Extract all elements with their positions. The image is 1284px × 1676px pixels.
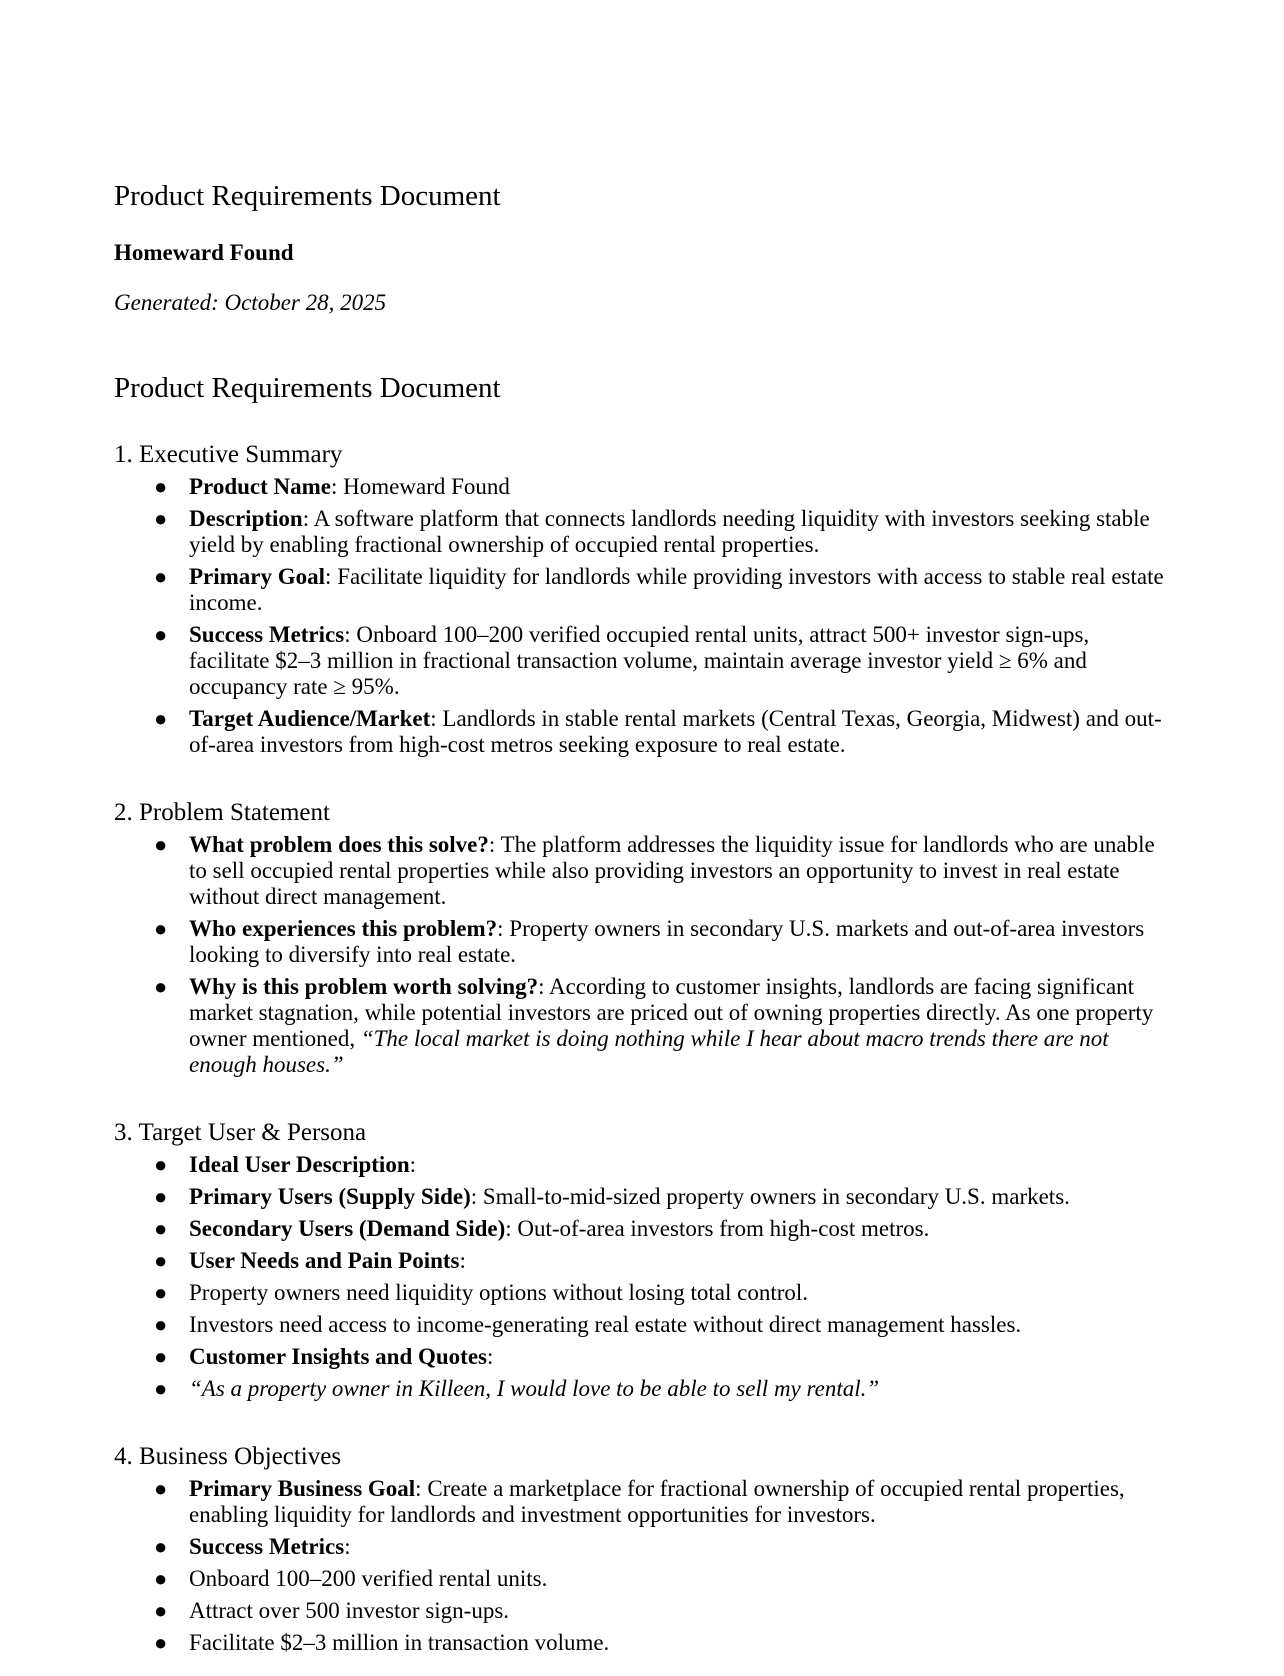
item-text: Out-of-area investors from high-cost metros.	[517, 1216, 930, 1241]
list-item	[114, 916, 1174, 968]
section	[114, 1118, 1174, 1402]
list-item	[114, 564, 1174, 616]
bullet-icon: ●	[154, 564, 168, 589]
document-title: Product Requirements Document	[114, 180, 501, 212]
bullet-icon: ●	[154, 1280, 168, 1305]
item-label: User Needs and Pain Points	[189, 1248, 460, 1273]
item-label: Product Name	[189, 474, 332, 499]
item-separator: :	[538, 974, 549, 999]
list-item	[114, 1534, 1174, 1560]
bullet-icon: ●	[154, 1598, 168, 1623]
item-label: Ideal User Description	[189, 1152, 410, 1177]
list-item	[114, 1312, 1174, 1338]
item-text: Create a marketplace for fractional ownership of occupied rental properties, enabling liquidity for landlords and investment opportunities for investors.	[189, 1476, 1125, 1527]
list-item	[114, 506, 1174, 558]
bullet-icon: ●	[154, 1216, 168, 1241]
item-separator: :	[344, 622, 357, 647]
section	[114, 798, 1174, 1078]
section	[114, 440, 1174, 758]
document-page	[114, 178, 1174, 1662]
section	[114, 1442, 1174, 1656]
bullet-icon: ●	[154, 1476, 168, 1501]
item-separator: :	[430, 706, 443, 731]
list-item	[114, 1476, 1174, 1528]
bullet-icon: ●	[154, 1184, 168, 1209]
section-heading: 1. Executive Summary	[114, 441, 343, 468]
bullet-icon: ●	[154, 1248, 168, 1273]
list-item	[114, 1566, 1174, 1592]
item-separator: :	[325, 564, 338, 589]
item-separator: :	[497, 916, 510, 941]
bullet-icon: ●	[154, 474, 168, 499]
list-item	[114, 1216, 1174, 1242]
item-label: Who experiences this problem?	[189, 916, 498, 941]
bullet-icon: ●	[154, 706, 168, 731]
item-text: The platform addresses the liquidity issue for landlords who are unable to sell occupied rental properties while also providing investors an opportunity to invest in real estate without direct management.	[189, 832, 1155, 909]
section-heading: 2. Problem Statement	[114, 799, 330, 826]
bullet-icon: ●	[154, 622, 168, 647]
item-quote: “As a property owner in Killeen, I would love to be able to sell my rental.”	[189, 1376, 880, 1401]
item-text: Property owners in secondary U.S. markets and out-of-area investors looking to diversify into real estate.	[189, 916, 1145, 967]
list-item	[114, 1248, 1174, 1274]
item-separator: :	[470, 1184, 483, 1209]
item-separator: :	[409, 1152, 417, 1177]
item-label: Target Audience/Market	[189, 706, 431, 731]
list-item	[114, 1376, 1174, 1402]
item-separator: :	[505, 1216, 518, 1241]
item-text: Facilitate liquidity for landlords while providing investors with access to stable real estate income.	[189, 564, 1164, 615]
item-separator: :	[487, 1344, 494, 1369]
item-separator: :	[415, 1476, 428, 1501]
list-item	[114, 1280, 1174, 1306]
section-heading: 4. Business Objectives	[114, 1443, 342, 1470]
bullet-icon: ●	[154, 974, 168, 999]
item-text: According to customer insights, landlords are facing significant market stagnation, while potential investors are priced out of owning properties directly. As one property owner mentioned,	[189, 974, 1154, 1051]
item-label: Primary Users (Supply Side)	[189, 1184, 471, 1209]
item-label: Secondary Users (Demand Side)	[189, 1216, 506, 1241]
bullet-icon: ●	[154, 506, 168, 531]
section-heading: 3. Target User & Persona	[114, 1119, 367, 1146]
item-label: Primary Goal	[189, 564, 326, 589]
list-item	[114, 832, 1174, 910]
bullet-icon: ●	[154, 916, 168, 941]
bullet-list	[114, 832, 1174, 1078]
item-text: Homeward Found	[343, 474, 510, 499]
item-label: What problem does this solve?	[189, 832, 489, 857]
item-text: Onboard 100–200 verified rental units.	[189, 1566, 548, 1591]
item-separator: :	[331, 474, 344, 499]
item-text: Landlords in stable rental markets (Central Texas, Georgia, Midwest) and out-of-area investors from high-cost metros seeking exposure to real estate.	[189, 706, 1162, 757]
bullet-icon: ●	[154, 1566, 168, 1591]
item-label: Description	[189, 506, 303, 531]
item-text: A software platform that connects landlords needing liquidity with investors seeking stable yield by enabling fractional ownership of occupied rental properties.	[189, 506, 1150, 557]
sections-container	[114, 440, 1174, 1656]
list-item	[114, 974, 1174, 1078]
list-item	[114, 622, 1174, 700]
document-title-secondary: Product Requirements Document	[114, 372, 501, 404]
item-separator: :	[488, 832, 501, 857]
item-text: Onboard 100–200 verified occupied rental units, attract 500+ investor sign-ups, facilitate $2–3 million in fractional transaction volume, maintain average investor yield ≥ 6% and occupancy rate ≥ 95%.	[189, 622, 1090, 699]
list-item	[114, 706, 1174, 758]
item-label: Why is this problem worth solving?	[189, 974, 539, 999]
bullet-icon: ●	[154, 1376, 168, 1401]
product-name: Homeward Found	[114, 240, 294, 265]
bullet-icon: ●	[154, 1630, 168, 1655]
bullet-list	[114, 474, 1174, 758]
item-separator: :	[459, 1248, 466, 1273]
bullet-icon: ●	[154, 1312, 168, 1337]
item-text: Property owners need liquidity options without losing total control.	[189, 1280, 809, 1305]
list-item	[114, 474, 1174, 500]
list-item	[114, 1630, 1174, 1656]
item-separator: :	[302, 506, 314, 531]
bullet-list	[114, 1152, 1174, 1402]
list-item	[114, 1344, 1174, 1370]
bullet-list	[114, 1476, 1174, 1656]
item-label: Customer Insights and Quotes	[189, 1344, 487, 1369]
item-label: Primary Business Goal	[189, 1476, 416, 1501]
item-separator: :	[344, 1534, 351, 1559]
bullet-icon: ●	[154, 1344, 168, 1369]
list-item	[114, 1152, 1174, 1178]
bullet-icon: ●	[154, 1534, 168, 1559]
bullet-icon: ●	[154, 1152, 168, 1177]
item-label: Success Metrics	[189, 622, 345, 647]
bullet-icon: ●	[154, 832, 168, 857]
item-quote: “The local market is doing nothing while I hear about macro trends there are not enough houses.”	[189, 1026, 1109, 1077]
item-text: Facilitate $2–3 million in transaction volume.	[189, 1630, 610, 1655]
item-text: Investors need access to income-generating real estate without direct management hassles.	[189, 1312, 1022, 1337]
list-item	[114, 1598, 1174, 1624]
item-label: Success Metrics	[189, 1534, 345, 1559]
item-text: Attract over 500 investor sign-ups.	[189, 1598, 510, 1623]
item-text: Small-to-mid-sized property owners in secondary U.S. markets.	[482, 1184, 1070, 1209]
list-item	[114, 1184, 1174, 1210]
generated-date: Generated: October 28, 2025	[114, 290, 387, 315]
